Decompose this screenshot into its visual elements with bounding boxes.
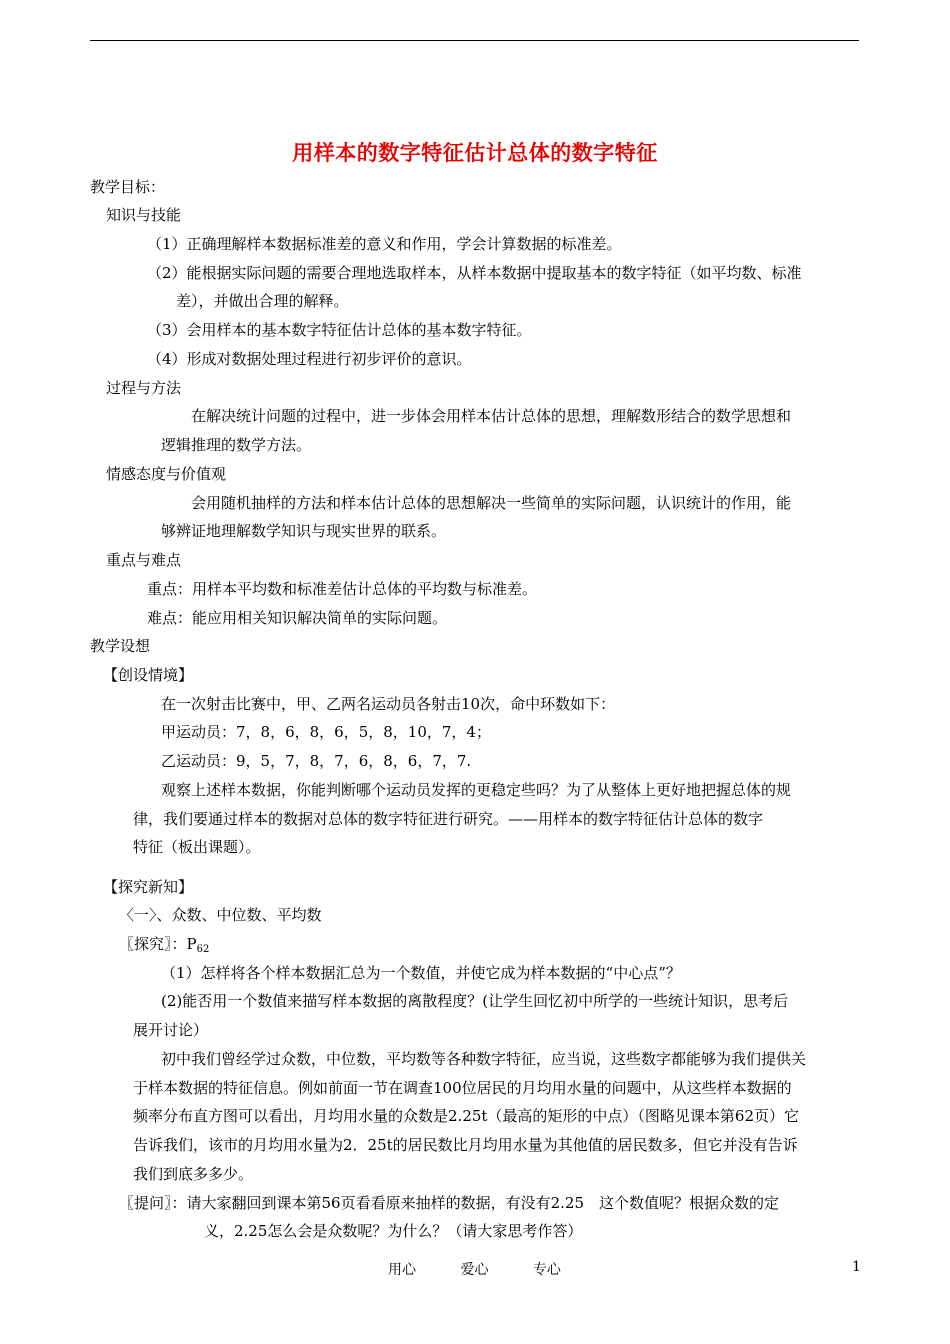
text-line: 够辨证地理解数学知识与现实世界的联系。: [161, 522, 447, 540]
subheading-knowledge: 知识与技能: [106, 206, 182, 224]
text-line: 〈一〉、众数、中位数、平均数: [119, 906, 322, 924]
footer-motto-3: 专心: [532, 1262, 561, 1278]
text-line: 我们到底多多少。: [133, 1165, 254, 1183]
text-line: 差），并做出合理的解释。: [176, 292, 349, 310]
text-line: 展开讨论）: [133, 1021, 209, 1039]
subheading-scenario: 【创设情境】: [103, 666, 194, 684]
text-line: 于样本数据的特征信息。例如前面一节在调查100位居民的月均用水量的问题中，从这些样本数据的: [133, 1079, 792, 1097]
page-number: 1: [852, 1259, 861, 1275]
text-line: 在解决统计问题的过程中，进一步体会用样本估计总体的思想，理解数形结合的数学思想和: [191, 407, 792, 425]
text-line: （4）形成对数据处理过程进行初步评价的意识。: [147, 350, 472, 368]
footer-motto-1: 用心: [388, 1262, 416, 1278]
text-line: 初中我们曾经学过众数，中位数，平均数等各种数字特征，应当说，这些数字都能够为我们提供关: [161, 1050, 807, 1068]
section-heading-goals: 教学目标：: [90, 178, 166, 196]
header-rule: [90, 40, 859, 41]
subheading-process: 过程与方法: [106, 379, 182, 397]
text-line: (2)能否用一个数值来描写样本数据的离散程度？(让学生回忆初中所学的一些统计知识，思考后: [161, 992, 789, 1010]
text-line: （1）正确理解样本数据标准差的意义和作用，学会计算数据的标准差。: [147, 235, 622, 253]
text-line: 频率分布直方图可以看出，月均用水量的众数是2.25t（最高的矩形的中点）（图略见课本第62页）它: [133, 1107, 800, 1125]
footer-motto-2: 爱心: [460, 1262, 489, 1278]
text-line: 重点：用样本平均数和标准差估计总体的平均数与标准差。: [147, 580, 538, 598]
explore-label: 〖探究〗：P: [119, 935, 197, 953]
subheading-explore: 【探究新知】: [103, 878, 194, 896]
text-line: 在一次射击比赛中，甲、乙两名运动员各射击10次，命中环数如下：: [161, 695, 616, 713]
footer-motto: [388, 1259, 601, 1279]
page-title: 用样本的数字特征估计总体的数字特征: [292, 141, 658, 165]
text-line: 特征（板出课题）。: [133, 838, 261, 856]
text-line: （2）能根据实际问题的需要合理地选取样本，从样本数据中提取基本的数字特征（如平均数、标准: [147, 264, 802, 282]
text-line: 观察上述样本数据，你能判断哪个运动员发挥的更稳定些吗？为了从整体上更好地把握总体的规: [161, 781, 792, 799]
text-line: 难点：能应用相关知识解决简单的实际问题。: [147, 609, 448, 627]
text-line: 〖提问〗：请大家翻回到课本第56页看看原来抽样的数据，有没有2.25 这个数值呢？根据众数的定: [119, 1194, 779, 1212]
text-line: 律，我们要通过样本的数据对总体的数字特征进行研究。——用样本的数字特征估计总体的数字: [133, 810, 764, 828]
subheading-key-points: 重点与难点: [106, 551, 182, 569]
text-line: 甲运动员：7，8，6，8，6，5，8，10，7，4；: [161, 723, 491, 741]
text-line: 义，2.25怎么会是众数呢？为什么？（请大家思考作答）: [204, 1222, 583, 1240]
section-heading-design: 教学设想: [90, 637, 151, 655]
text-line: 告诉我们，该市的月均用水量为2．25t的居民数比月均用水量为其他值的居民数多，但它并没有告诉: [133, 1136, 798, 1154]
text-line: [119, 934, 209, 960]
subheading-attitude: 情感态度与价值观: [106, 465, 227, 483]
text-line: 会用随机抽样的方法和样本估计总体的思想解决一些简单的实际问题，认识统计的作用，能: [191, 494, 792, 512]
page-ref-subscript: 62: [196, 944, 210, 955]
text-line: 乙运动员：9，5，7，8，7，6，8，6，7，7.: [161, 752, 472, 770]
text-line: （3）会用样本的基本数字特征估计总体的基本数字特征。: [147, 321, 532, 339]
text-line: （1）怎样将各个样本数据汇总为一个数值，并使它成为样本数据的“中心点”？: [161, 964, 681, 982]
text-line: 逻辑推理的数学方法。: [161, 436, 312, 454]
